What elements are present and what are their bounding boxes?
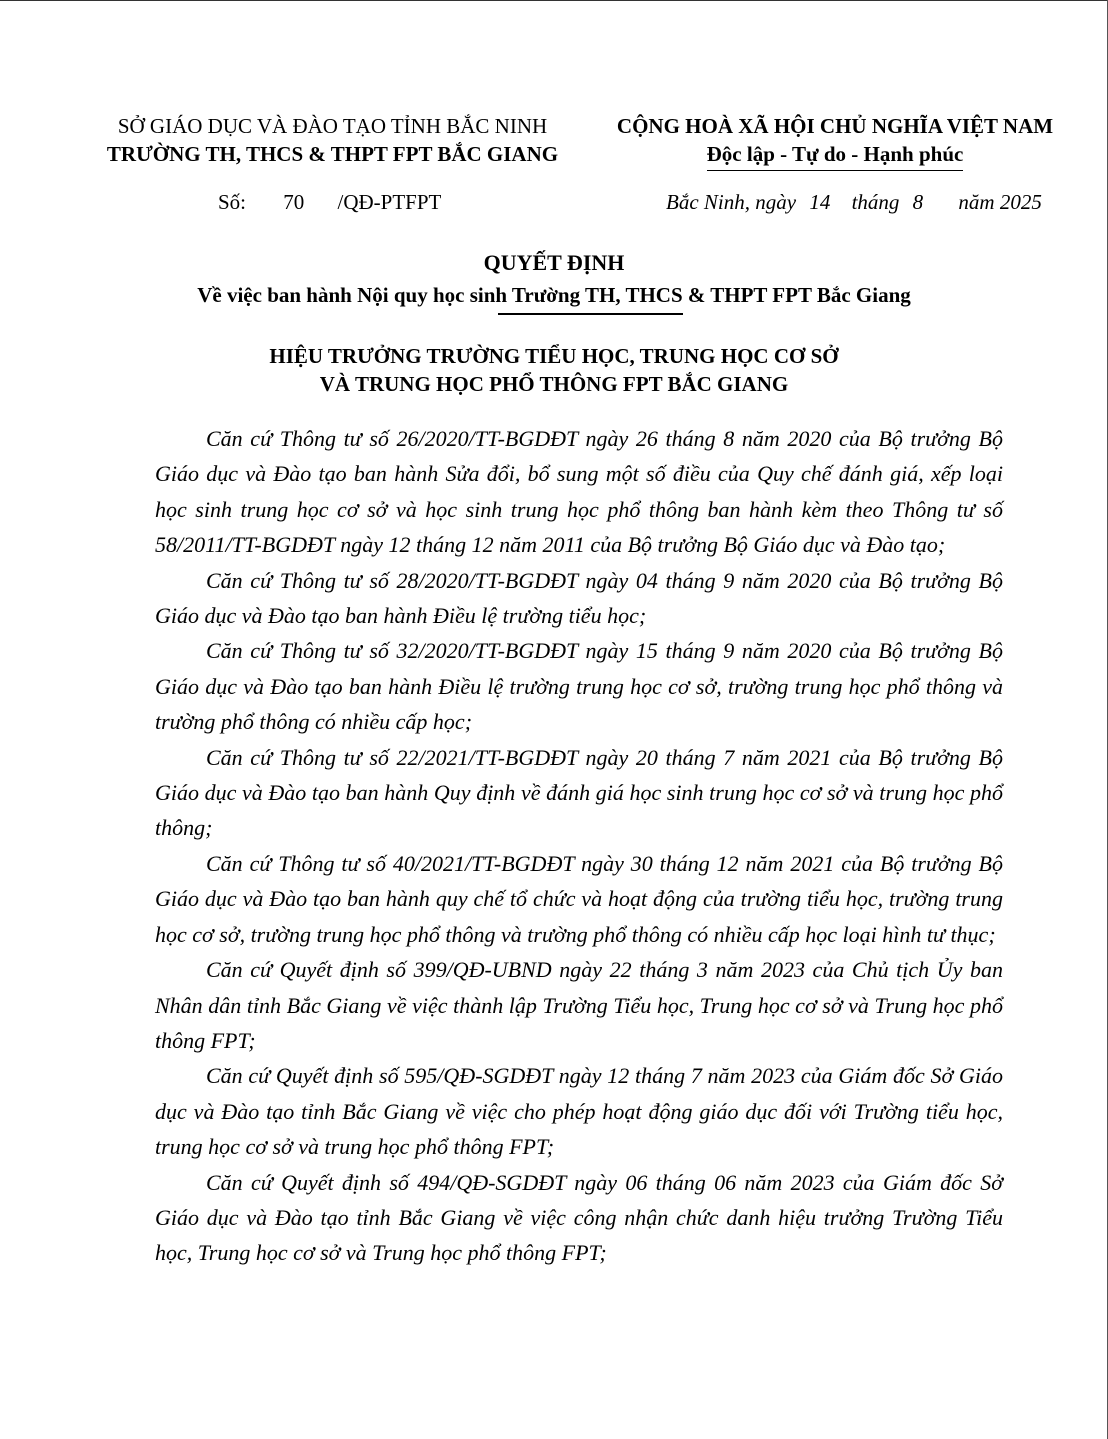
national-motto: Độc lập - Tự do - Hạnh phúc xyxy=(707,140,964,171)
authority-line-1: HIỆU TRƯỞNG TRƯỜNG TIỂU HỌC, TRUNG HỌC CƠ SỞ xyxy=(269,344,839,368)
document-title: QUYẾT ĐỊNH xyxy=(483,250,625,275)
date-year-label: năm xyxy=(958,190,995,214)
reference-number: 70 xyxy=(283,190,305,214)
issuing-authority-title xyxy=(0,342,1108,398)
reference-label: Số: xyxy=(218,190,247,214)
page-top-border xyxy=(0,0,1108,1)
legal-basis-paragraph: Căn cứ Thông tư số 28/2020/TT-BGDĐT ngày 04 tháng 9 năm 2020 của Bộ trưởng Bộ Giáo dục và Đào tạo ban hành Điều lệ trường tiểu học; xyxy=(155,567,1003,629)
document-subject: Về việc ban hành Nội quy học sinh Trường TH, THCS & THPT FPT Bắc Giang xyxy=(197,283,911,307)
legal-basis-paragraph: Căn cứ Thông tư số 40/2021/TT-BGDĐT ngày 30 tháng 12 năm 2021 của Bộ trưởng Bộ Giáo dục và Đào tạo ban hành quy chế tổ chức và hoạt động của trường tiểu học, trường trung học cơ sở, trường trung học phổ thông và trường phổ thông có nhiều cấp học loại hình tư thục; xyxy=(155,850,1003,947)
subject-underline xyxy=(498,313,683,315)
legal-basis-paragraph: Căn cứ Quyết định số 399/QĐ-UBND ngày 22 tháng 3 năm 2023 của Chủ tịch Ủy ban Nhân dân tỉnh Bắc Giang về việc thành lập Trường Tiểu học, Trung học cơ sở và Trung học phổ thông FPT; xyxy=(155,957,1003,1053)
reference-suffix: /QĐ-PTFPT xyxy=(337,190,442,214)
date-day: 14 xyxy=(809,190,831,214)
legal-basis-paragraph: Căn cứ Thông tư số 26/2020/TT-BGDĐT ngày 26 tháng 8 năm 2020 của Bộ trưởng Bộ Giáo dục và Đào tạo ban hành Sửa đổi, bổ sung một số điều của Quy chế đánh giá, xếp loại học sinh trung học cơ sở và học sinh trung học phổ thông ban hành kèm theo Thông tư số 58/2011/TT-BGDĐT ngày 12 tháng 12 năm 2011 của Bộ trưởng Bộ Giáo dục và Đào tạo; xyxy=(155,426,1003,558)
date-month: 8 xyxy=(912,190,924,214)
national-title: CỘNG HOÀ XÃ HỘI CHỦ NGHĨA VIỆT NAM xyxy=(616,114,1054,138)
legal-basis-paragraph: Căn cứ Thông tư số 32/2020/TT-BGDĐT ngày 15 tháng 9 năm 2020 của Bộ trưởng Bộ Giáo dục và Đào tạo ban hành Điều lệ trường trung học cơ sở, trường trung học phổ thông và trường phổ thông có nhiều cấp học; xyxy=(155,638,1003,735)
legal-basis-section xyxy=(155,421,1003,1271)
date-year: 2025 xyxy=(999,190,1042,214)
document-date xyxy=(666,190,1042,215)
issuing-authority-block xyxy=(100,112,565,168)
school-name: TRƯỜNG TH, THCS & THPT FPT BẮC GIANG xyxy=(106,142,559,166)
document-reference xyxy=(218,190,441,215)
department-name: SỞ GIÁO DỤC VÀ ĐÀO TẠO TỈNH BẮC NINH xyxy=(117,114,548,138)
date-month-label: tháng xyxy=(851,190,900,214)
date-place: Bắc Ninh, ngày xyxy=(666,190,797,214)
legal-basis-paragraph: Căn cứ Quyết định số 494/QĐ-SGDĐT ngày 06 tháng 06 năm 2023 của Giám đốc Sở Giáo dục và Đào tạo tỉnh Bắc Giang về việc công nhận chức danh hiệu trưởng Trường Tiểu học, Trung học cơ sở và Trung học phổ thông FPT; xyxy=(155,1169,1003,1266)
legal-basis-paragraph: Căn cứ Thông tư số 22/2021/TT-BGDĐT ngày 20 tháng 7 năm 2021 của Bộ trưởng Bộ Giáo dục và Đào tạo ban hành Quy định về đánh giá học sinh trung học cơ sở và trung học phổ thông; xyxy=(155,744,1003,841)
authority-line-2: VÀ TRUNG HỌC PHỔ THÔNG FPT BẮC GIANG xyxy=(319,372,789,396)
legal-basis-paragraph: Căn cứ Quyết định số 595/QĐ-SGDĐT ngày 12 tháng 7 năm 2023 của Giám đốc Sở Giáo dục và Đào tạo tỉnh Bắc Giang về việc cho phép hoạt động giáo dục đối với Trường tiểu học, trung học cơ sở và trung học phổ thông FPT; xyxy=(155,1063,1003,1160)
national-title-block xyxy=(604,112,1066,171)
